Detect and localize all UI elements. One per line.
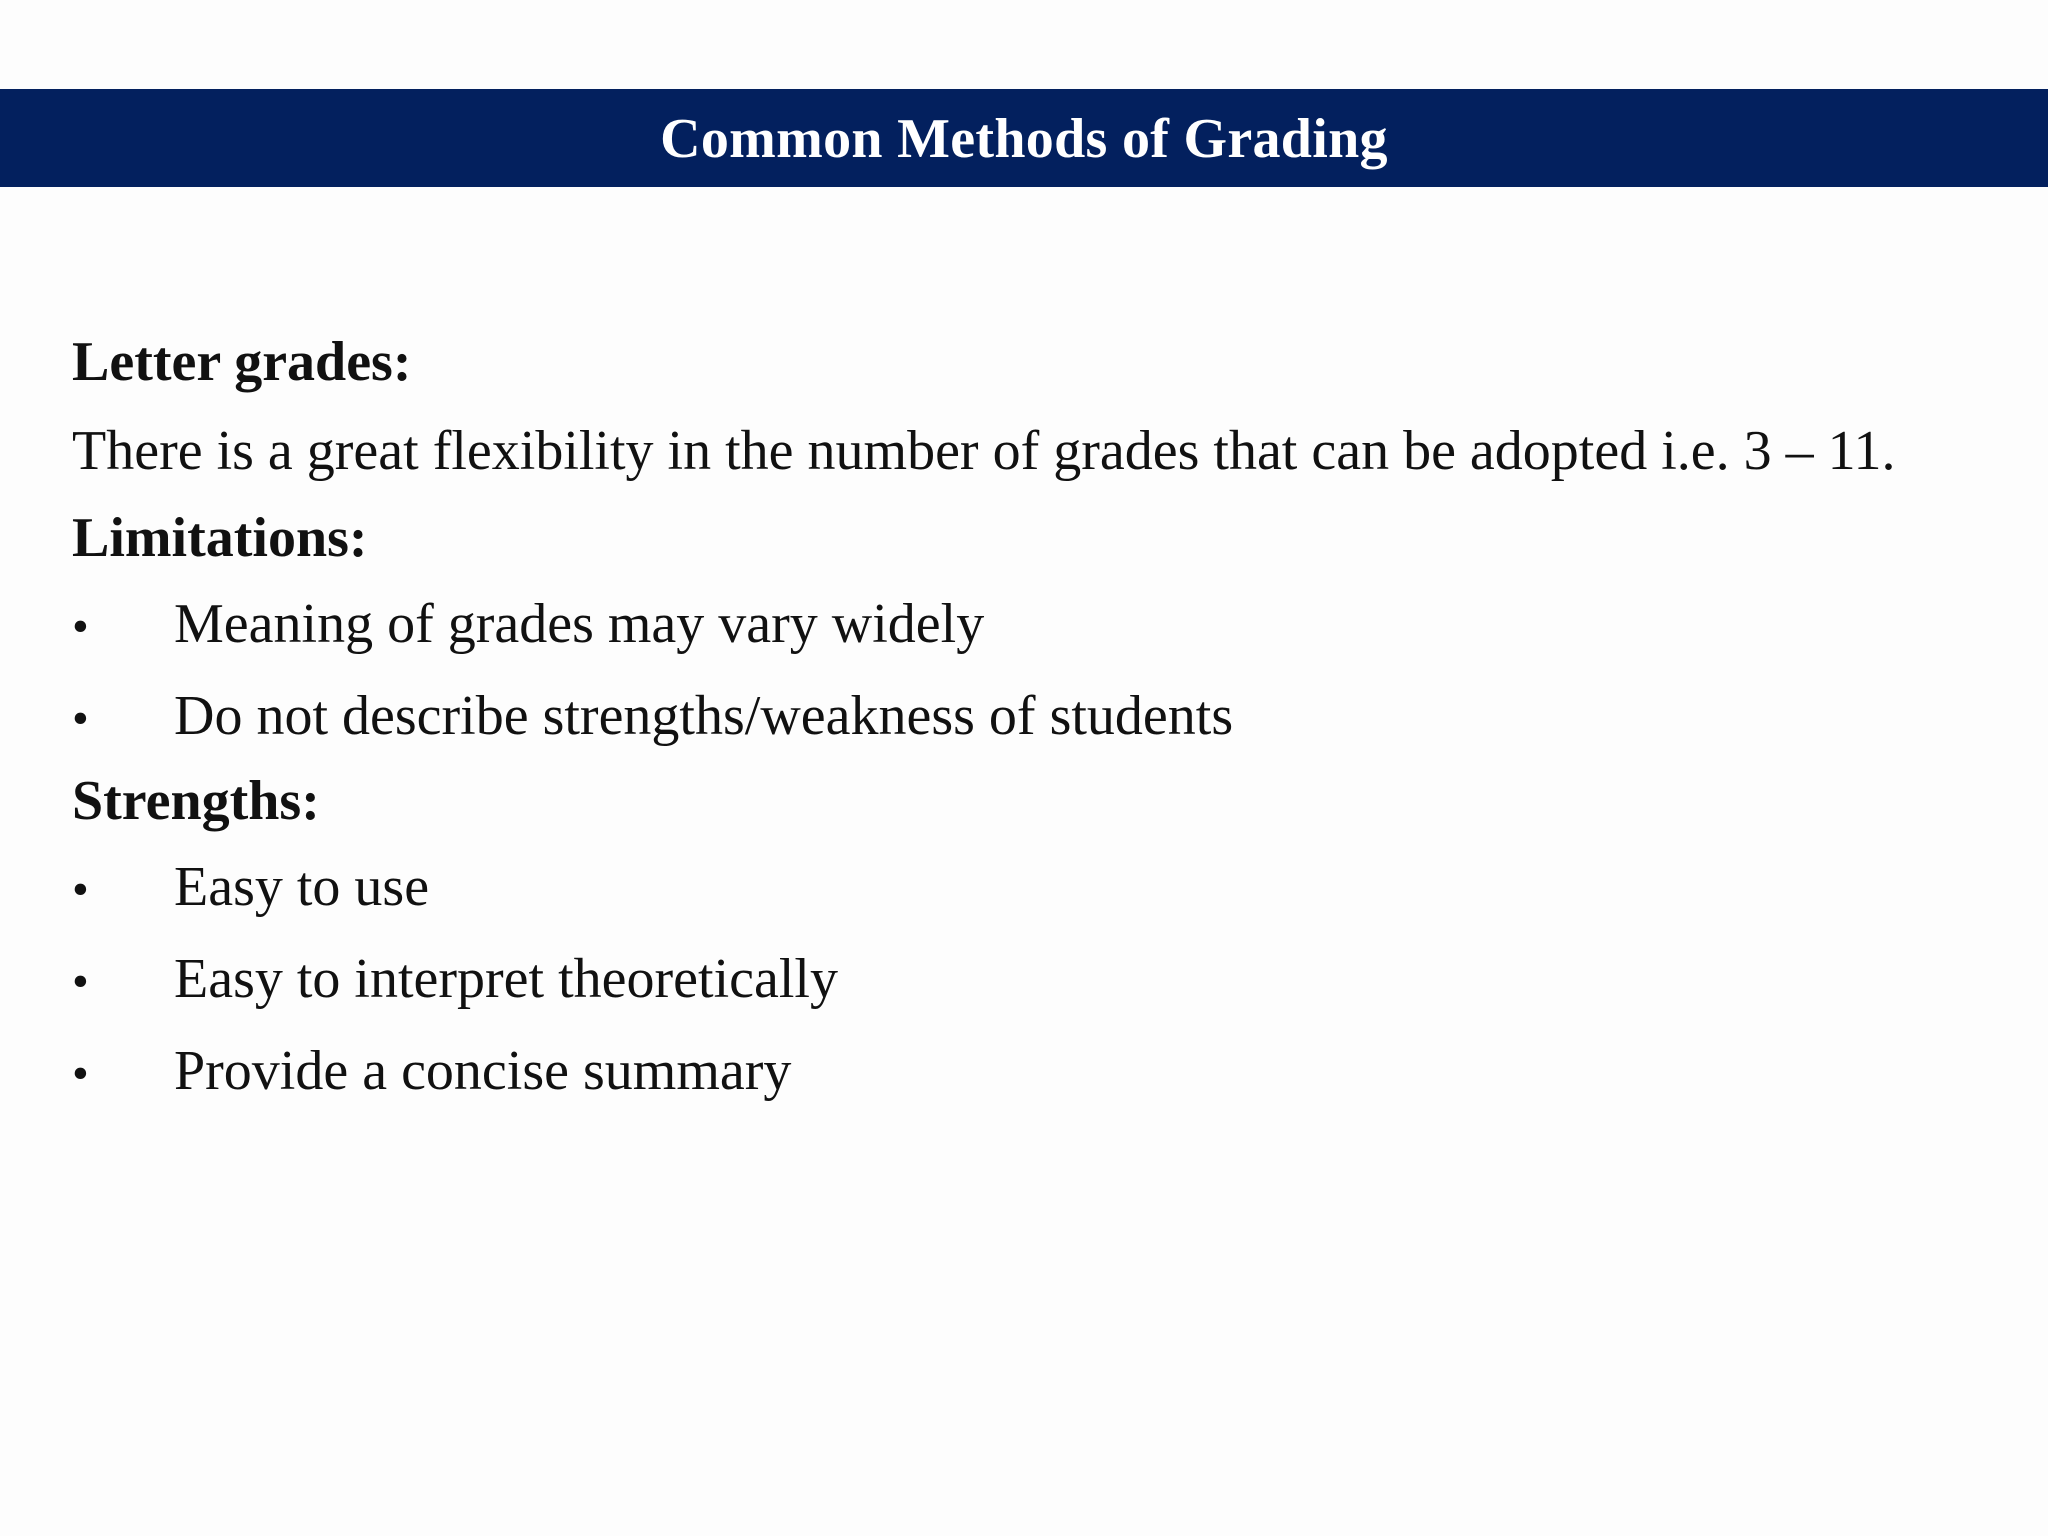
slide-title: Common Methods of Grading <box>660 108 1388 170</box>
list-item-text: Provide a concise summary <box>174 1040 792 1102</box>
list-item <box>72 947 1998 1014</box>
list-item <box>72 855 1998 922</box>
list-item-text: Easy to use <box>174 856 430 918</box>
slide-content <box>72 330 1998 1106</box>
bullet-icon: • <box>72 692 89 745</box>
bullet-icon: • <box>72 863 89 916</box>
bullet-icon: • <box>72 600 89 653</box>
list-item-text: Easy to interpret theoretically <box>174 948 838 1010</box>
list-item <box>72 684 1998 751</box>
letter-grades-heading: Letter grades: <box>72 331 412 393</box>
limitations-heading: Limitations: <box>72 507 368 569</box>
bullet-icon: • <box>72 1047 89 1100</box>
strengths-list <box>72 855 1998 1106</box>
title-bar <box>0 89 2048 187</box>
strengths-heading: Strengths: <box>72 770 320 832</box>
list-item-text: Do not describe strengths/weakness of students <box>174 685 1234 747</box>
list-item <box>72 1039 1998 1106</box>
limitations-list <box>72 592 1998 751</box>
letter-grades-text: There is a great flexibility in the number of grades that can be adopted i.e. 3 – 11. <box>72 420 1896 482</box>
list-item-text: Meaning of grades may vary widely <box>174 593 985 655</box>
list-item <box>72 592 1998 659</box>
bullet-icon: • <box>72 955 89 1008</box>
